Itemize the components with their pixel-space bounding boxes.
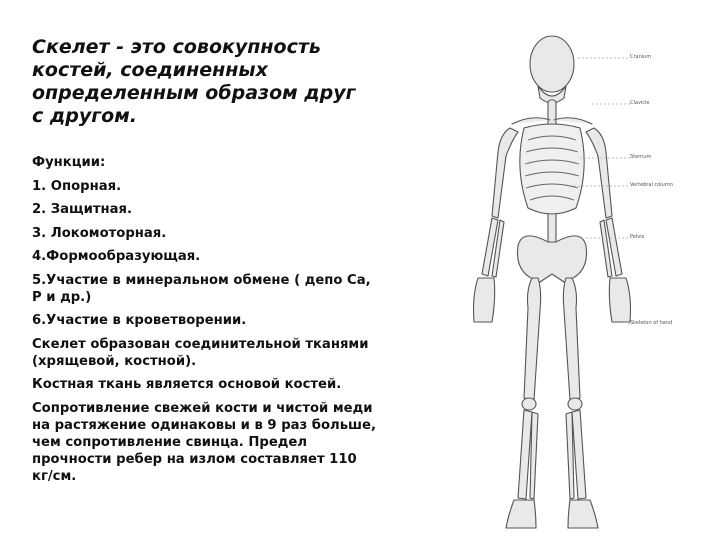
function-item: 6.Участие в кроветворении. xyxy=(32,313,247,328)
body-paragraph: Скелет образован соединительной тканями (хрящевой, костной). xyxy=(32,336,369,369)
figure-label: Skeleton of hand xyxy=(630,320,673,326)
body-paragraph: Сопротивление свежей кости и чистой меди на растяжение одинаковы и в 9 раз больше, чем сопротивление свинца. Предел прочности ребер на излом составляет 110 кг/см. xyxy=(32,400,377,484)
figure-label: Sternum xyxy=(630,154,652,160)
function-item: 2. Защитная. xyxy=(32,202,132,217)
slide-body xyxy=(32,154,377,491)
skeleton-illustration xyxy=(452,28,700,533)
slide-title: Скелет - это совокупность костей, соединенных определенным образом друг с другом. xyxy=(32,36,356,127)
functions-heading: Функции: xyxy=(32,155,106,170)
figure-label: Pelvis xyxy=(630,234,645,240)
function-item: 5.Участие в минеральном обмене ( депо Са, Р и др.) xyxy=(32,272,371,305)
body-paragraph: Костная ткань является основой костей. xyxy=(32,377,342,392)
function-item: 4.Формообразующая. xyxy=(32,249,201,264)
function-item: 1. Опорная. xyxy=(32,178,122,194)
figure-label: Cranium xyxy=(630,54,652,60)
figure-label: Clavicle xyxy=(630,100,650,106)
figure-label: Vertebral column xyxy=(630,182,673,188)
skeleton-drawing xyxy=(452,28,700,533)
function-item: 3. Локомоторная. xyxy=(32,225,167,241)
